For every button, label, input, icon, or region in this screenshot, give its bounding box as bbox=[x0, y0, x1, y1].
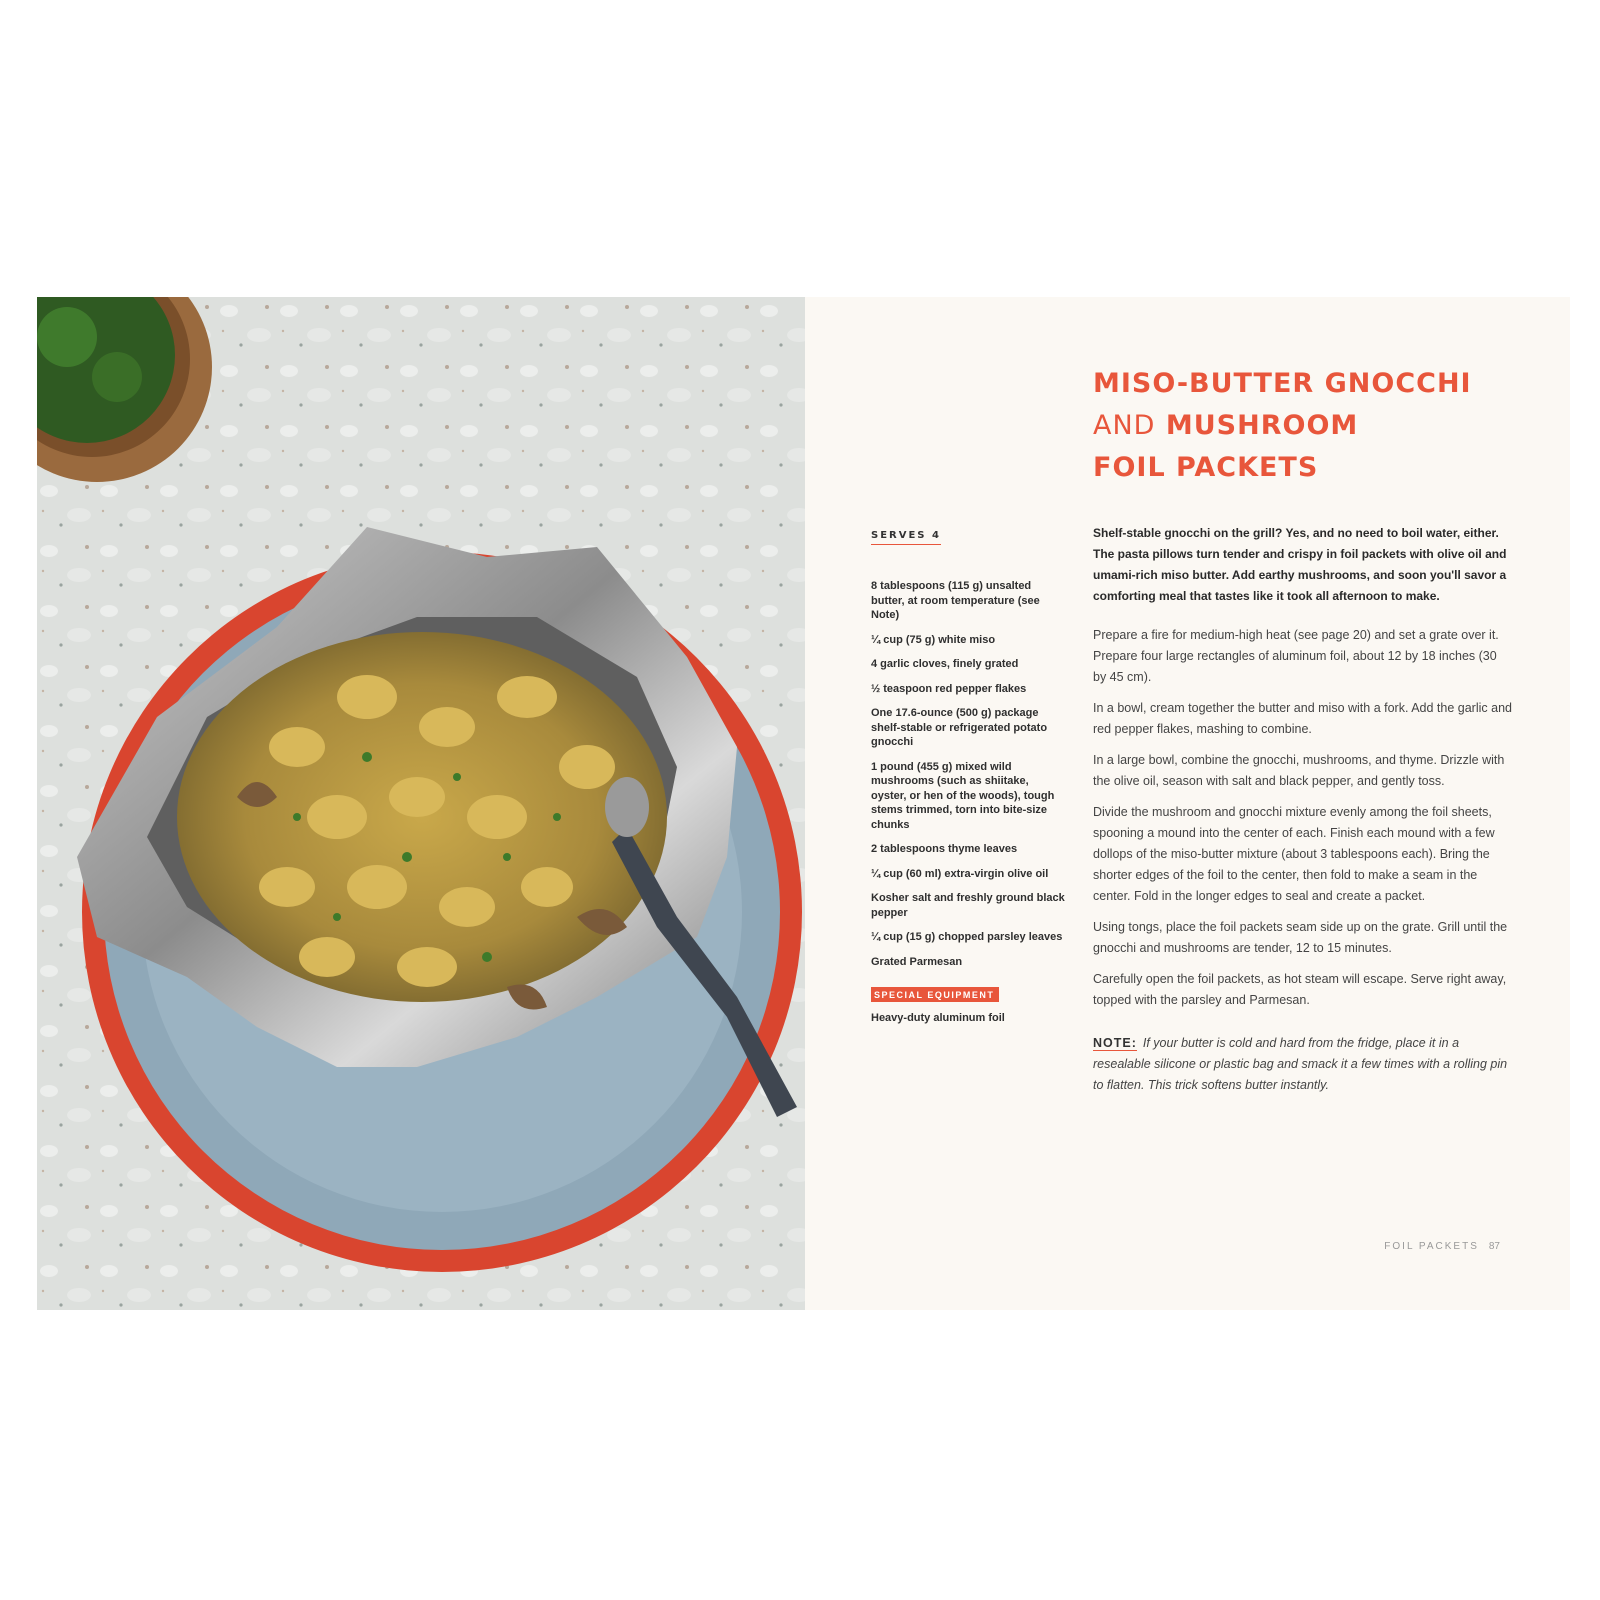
ingredient-item: ¼ cup (60 ml) extra-virgin olive oil bbox=[871, 867, 1049, 880]
ingredient-item: One 17.6-ounce (500 g) package shelf-stable or refrigerated potato gnocchi bbox=[871, 707, 1048, 748]
note-label: NOTE: bbox=[1093, 1036, 1137, 1050]
food-photo bbox=[37, 297, 805, 1310]
page-number: 87 bbox=[1488, 1241, 1500, 1252]
recipe-note bbox=[1093, 1033, 1513, 1096]
title-line-2-connector: AND bbox=[1093, 410, 1156, 441]
method-step: Using tongs, place the foil packets seam side up on the grate. Grill until the gnocchi and mushrooms are tender, 12 to 15 minutes. bbox=[1093, 920, 1508, 955]
ingredient-list bbox=[871, 579, 1067, 969]
recipe-intro: Shelf-stable gnocchi on the grill? Yes, and no need to boil water, either. The pasta pillows turn tender and crispy in foil packets with olive oil and umami-rich miso butter. Add earthy mushrooms, and soon you'll savor a comforting meal that tastes like it took all afternoon to make. bbox=[1093, 526, 1507, 603]
footer-section: FOIL PACKETS bbox=[1384, 1241, 1479, 1252]
method-step: Carefully open the foil packets, as hot steam will escape. Serve right away, topped with the parsley and Parmesan. bbox=[1093, 972, 1507, 1007]
special-equipment-item: Heavy-duty aluminum foil bbox=[871, 1012, 1005, 1024]
recipe-page bbox=[805, 297, 1570, 1310]
recipe-title bbox=[1093, 363, 1533, 489]
ingredient-item: Grated Parmesan bbox=[871, 955, 963, 968]
ingredient-item: Kosher salt and freshly ground black pepper bbox=[871, 892, 1065, 919]
method-step: Divide the mushroom and gnocchi mixture evenly among the foil sheets, spooning a mound into the center of each. Finish each mound with a few dollops of the miso-butter mixture (about 3 tablespoons each). Bring the shorter edges of the foil to the center, then fold to make a seam in the center. Fold in the longer edges to seal and create a packet. bbox=[1093, 805, 1495, 903]
title-line-3: FOIL PACKETS bbox=[1093, 452, 1319, 483]
note-text: If your butter is cold and hard from the fridge, place it in a resealable silicone or plastic bag and smack it a few times with a rolling pin to flatten. This trick softens butter instantly. bbox=[1093, 1036, 1508, 1092]
recipe-body bbox=[1093, 523, 1513, 1096]
ingredients-sidebar bbox=[871, 525, 1067, 1024]
ingredient-item: 4 garlic cloves, finely grated bbox=[871, 658, 1019, 670]
special-equipment-label: SPECIAL EQUIPMENT bbox=[871, 987, 999, 1002]
ingredient-item: ¼ cup (75 g) white miso bbox=[871, 633, 996, 646]
ingredient-item: 1 pound (455 g) mixed wild mushrooms (such as shiitake, oyster, or hen of the woods), tough stems trimmed, torn into bite-size chunks bbox=[871, 760, 1055, 831]
title-line-2-main: MUSHROOM bbox=[1165, 410, 1359, 441]
ingredient-item: ¼ cup (15 g) chopped parsley leaves bbox=[871, 931, 1063, 943]
serves-label: SERVES 4 bbox=[871, 530, 941, 545]
ingredient-item: 8 tablespoons (115 g) unsalted butter, at room temperature (see Note) bbox=[871, 580, 1040, 621]
book-spread bbox=[37, 297, 1570, 1310]
ingredient-item: ½ teaspoon red pepper flakes bbox=[871, 682, 1027, 695]
gnocchi-foil-packet-illustration bbox=[37, 297, 805, 1310]
method-step: In a large bowl, combine the gnocchi, mushrooms, and thyme. Drizzle with the olive oil, season with salt and black pepper, and gently toss. bbox=[1093, 753, 1505, 788]
title-line-1: MISO-BUTTER GNOCCHI bbox=[1093, 368, 1472, 399]
ingredient-item: 2 tablespoons thyme leaves bbox=[871, 843, 1018, 855]
method-step: In a bowl, cream together the butter and miso with a fork. Add the garlic and red pepper flakes, mashing to combine. bbox=[1093, 701, 1512, 736]
method-step: Prepare a fire for medium-high heat (see page 20) and set a grate over it. Prepare four large rectangles of aluminum foil, about 12 by 18 inches (30 by 45 cm). bbox=[1093, 628, 1499, 684]
page-footer bbox=[1384, 1241, 1500, 1252]
